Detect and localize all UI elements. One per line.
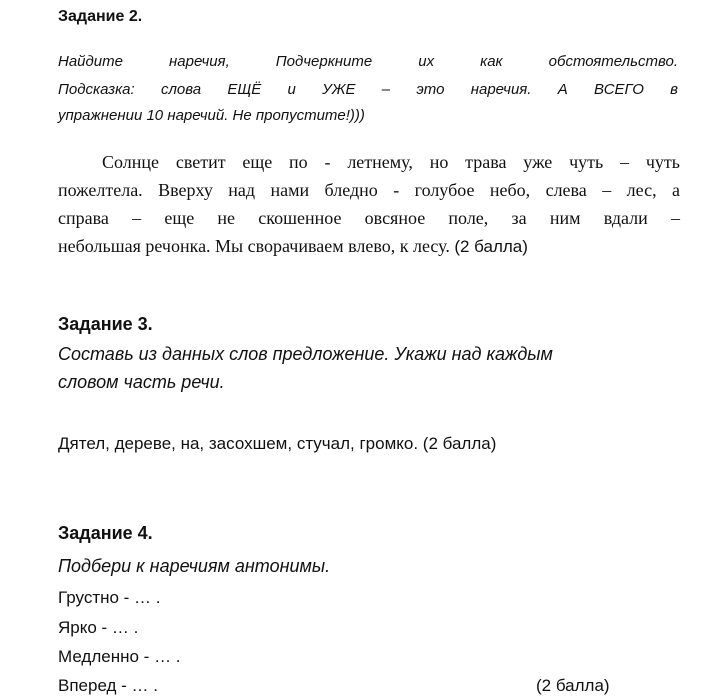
task-3-words: Дятел, дереве, на, засохшем, стучал, громко. (2 балла)	[58, 434, 497, 453]
task-2-points: (2 балла)	[454, 237, 528, 256]
task-3-instruction-line-1: Составь из данных слов предложение. Укажи над каждым	[58, 344, 553, 364]
task-2-text-line-3: справа – еще не скошенное овсяное поле, за ним вдали –	[58, 208, 680, 228]
task-2-text-line-2: пожелтела. Вверху над нами бледно - голубое небо, слева – лес, а	[58, 180, 680, 200]
antonym-item-3: Медленно - … .	[58, 647, 181, 666]
task-4-title: Задание 4.	[58, 523, 153, 543]
task-2-text-line-1: Солнце светит еще по - летнему, но трава уже чуть – чуть	[102, 152, 680, 172]
task-2-instruction-line-3: упражнении 10 наречий. Не пропустите!)))	[58, 107, 365, 124]
task-3-title: Задание 3.	[58, 314, 153, 334]
task-2-instruction-line-1: Найдите наречия, Подчеркните их как обстоятельство.	[58, 53, 678, 70]
antonym-item-1: Грустно - … .	[58, 588, 161, 607]
task-2-text-line-4	[58, 232, 680, 261]
task-2-text-line-4-body: небольшая речонка. Мы сворачиваем влево, к лесу.	[58, 236, 450, 256]
task-4-instruction: Подбери к наречиям антонимы.	[58, 556, 331, 576]
task-4-points: (2 балла)	[536, 676, 610, 695]
task-2-title: Задание 2.	[58, 8, 143, 25]
antonym-item-4: Вперед - … .	[58, 676, 159, 695]
antonym-item-2: Ярко - … .	[58, 618, 139, 637]
task-3-instruction-line-2: словом часть речи.	[58, 372, 225, 392]
task-2-text	[58, 148, 680, 261]
task-2-instruction-line-2: Подсказка: слова ЕЩЁ и УЖЕ – это наречия. А ВСЕГО в	[58, 81, 678, 98]
